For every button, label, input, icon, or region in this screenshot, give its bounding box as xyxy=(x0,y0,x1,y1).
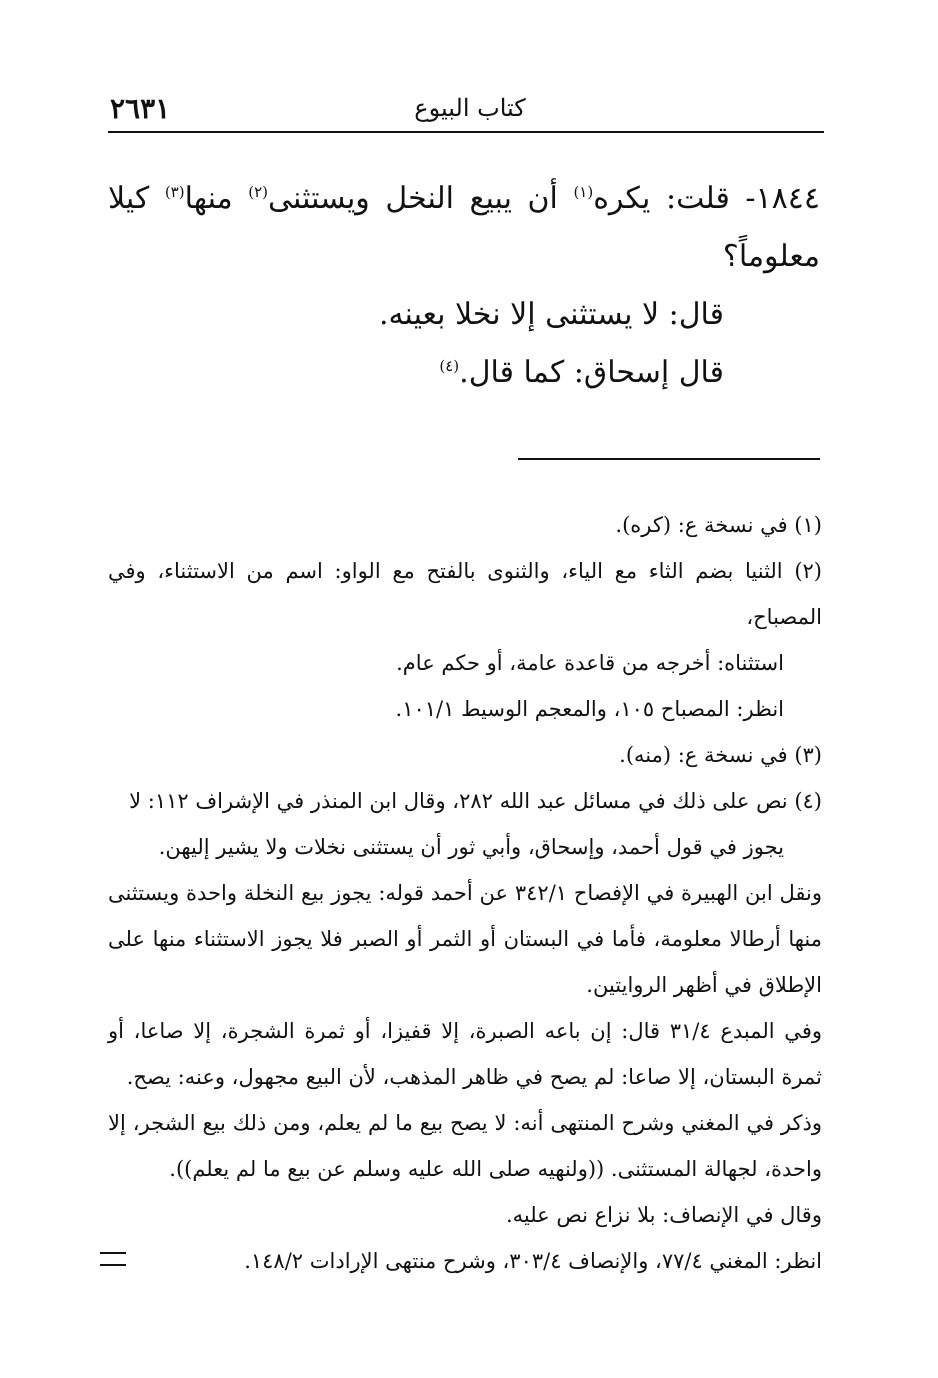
question-text-4: كيلا معلوماً؟ xyxy=(108,181,820,274)
answer-ishaq xyxy=(108,344,820,402)
footnote-ref-1: (١) xyxy=(573,183,594,201)
page-number: ٢٦٣١ xyxy=(110,92,171,125)
footnote-3: (٣) في نسخة ع: (منه). xyxy=(619,743,822,767)
question-text-1: قلت: يكره xyxy=(593,181,730,216)
footnote-4-para-3: وفي المبدع ٣١/٤ قال: إن باعه الصبرة، إلا قفيزا، أو ثمرة الشجرة، إلا صاعا، أو ثمرة البستان، إلا صاعا: لم يصح في ظاهر المذهب، لأن البيع مجهول، وعنه: يصح. xyxy=(108,1019,822,1089)
footnote-4-para-6: انظر: المغني ٧٧/٤، والإنصاف ٣٠٣/٤، وشرح منتهى الإرادات ١٤٨/٢. xyxy=(244,1249,822,1273)
footnote-4-para-2: ونقل ابن الهبيرة في الإفصاح ٣٤٢/١ عن أحمد قوله: يجوز بيع النخلة واحدة ويستثنى منها أرطالا معلومة، فأما في البستان أو الثمر أو الصبر فلا يجوز الاستثناء منها على الإطلاق في أظهر الروايتين. xyxy=(108,881,822,997)
answer-ishaq-text: قال إسحاق: كما قال. xyxy=(459,355,724,390)
continuation-mark xyxy=(100,1252,126,1266)
footnote-ref-3: (٣) xyxy=(164,183,185,201)
footnote-2-line-3: انظر: المصباح ١٠٥، والمعجم الوسيط ١٠١/١. xyxy=(395,697,784,721)
page-header xyxy=(0,92,938,132)
question-text-2: أن يبيع النخل ويستثنى xyxy=(268,181,558,216)
main-text xyxy=(108,170,820,402)
footnote-ref-2: (٢) xyxy=(248,183,269,201)
footnote-2-line-2: استثناه: أخرجه من قاعدة عامة، أو حكم عام. xyxy=(396,651,784,675)
footnote-4-para-5: وقال في الإنصاف: بلا نزاع نص عليه. xyxy=(505,1203,822,1227)
header-rule xyxy=(108,131,824,133)
footnote-4: (٤) نص على ذلك في مسائل عبد الله ٢٨٢، وقال ابن المنذر في الإشراف ١١٢: لا xyxy=(129,789,822,813)
footnote-separator xyxy=(518,458,820,460)
question-text-3: منها xyxy=(184,181,233,216)
footnote-4-para-4: وذكر في المغني وشرح المنتهى أنه: لا يصح بيع ما لم يعلم، ومن ذلك بيع الشجر، إلا واحدة، لجهالة المستثنى. ((ولنهيه صلى الله عليه وسلم عن بيع ما لم يعلم)). xyxy=(108,1111,822,1181)
footnote-ref-4: (٤) xyxy=(439,357,460,375)
footnotes xyxy=(108,502,822,1284)
book-title: كتاب البيوع xyxy=(414,94,526,122)
footnote-1: (١) في نسخة ع: (كره). xyxy=(615,513,822,537)
footnote-2: (٢) الثنيا بضم الثاء مع الياء، والثنوى بالفتح مع الواو: اسم من الاستثناء، وفي المصباح، xyxy=(108,559,822,629)
footnote-4-para-1: يجوز في قول أحمد، وإسحاق، وأبي ثور أن يستثنى نخلات ولا يشير إليهن. xyxy=(158,835,784,859)
question-paragraph xyxy=(108,170,820,286)
answer-ahmad: قال: لا يستثنى إلا نخلا بعينه. xyxy=(378,297,724,332)
question-number: ١٨٤٤- xyxy=(745,181,820,216)
